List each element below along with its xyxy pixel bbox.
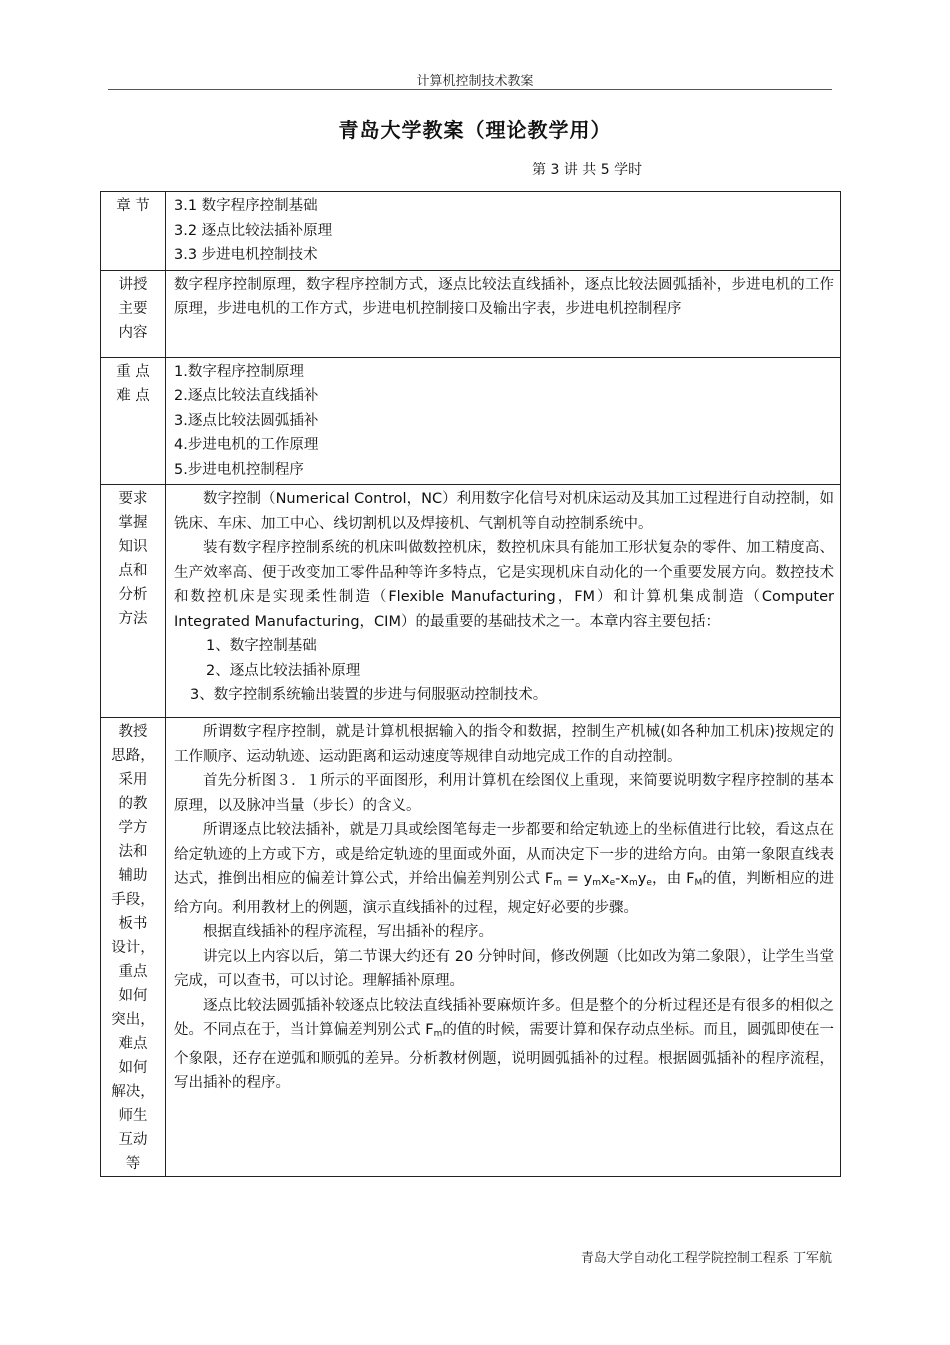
row-teaching: [101, 718, 841, 1177]
label-requirements: [101, 485, 166, 718]
chapter-item: 3.1 数字程序控制基础: [174, 198, 318, 214]
label-content: [101, 270, 166, 357]
subscript: m: [433, 1029, 443, 1039]
label-text: 讲授: [118, 276, 148, 293]
footer-text: 青岛大学自动化工程学院控制工程系 丁军航: [580, 1251, 832, 1266]
label-text: 章 节: [116, 198, 150, 214]
requirements-list-item: 1、数字控制基础: [206, 638, 317, 654]
label-text: 方法: [118, 611, 148, 627]
teaching-paragraph: 讲完以上内容以后，第二节课大约还有 20 分钟时间，修改例题（比如改为第二象限），让学生当堂完成，可以查书，可以讨论。理解插补原理。: [174, 948, 834, 989]
row-keypoints: [101, 357, 841, 485]
label-text: 主要: [118, 300, 148, 317]
requirements-paragraph: 装有数字程序控制系统的机床叫做数控机床，数控机床具有能加工形状复杂的零件、加工精度高、生产效率高、便于改变加工零件品种等许多特点，它是实现机床自动化的一个重要发展方向。数控技术和数控机床是实现柔性制造（Flexible Manufacturing，FM）和计算机集成制造（Computer Integrated Manufacturing，CIM）的最重要的基础技术之一。本章内容主要包括：: [174, 540, 834, 630]
teaching-paragraph: 根据直线插补的程序流程，写出插补的程序。: [203, 924, 493, 940]
content-paragraph: 数字程序控制原理，数字程序控制方式，逐点比较法直线插补，逐点比较法圆弧插补，步进电机的工作原理，步进电机的工作方式，步进电机控制接口及输出字表，步进电机控制程序: [174, 276, 834, 317]
document-title: 青岛大学教案（理论教学用）: [338, 118, 612, 142]
label-text: 解决，: [111, 1084, 155, 1100]
label-text: 思路，: [111, 748, 155, 764]
label-text: 分析: [118, 587, 148, 603]
label-text: 手段，: [111, 892, 155, 908]
label-text: 等: [125, 1156, 141, 1172]
row-requirements: [101, 485, 841, 718]
text-run: 逐点比较法圆弧插补较逐点比较法直线插补要麻烦许多。但是整个的分析过程还是有很多的相似之处。不同点在于，当计算偏差判别公式 F: [174, 997, 834, 1038]
text-run: = y: [561, 871, 593, 887]
requirements-list-item: 3、数字控制系统输出装置的步进与伺服驱动控制技术。: [190, 687, 548, 703]
text-run: -x: [615, 871, 629, 887]
requirements-list-item: 2、逐点比较法插补原理: [206, 662, 361, 679]
text-run: 的值的时候，需要计算和保存动点坐标。而且，圆弧即使在一个象限，还存在逆弧和顺弧的差异。分析教材例题，说明圆弧插补的过程。根据圆弧插补的程序流程，写出插补的程序。: [174, 1022, 835, 1091]
teaching-paragraph: [174, 994, 834, 1096]
label-text: 如何: [118, 1060, 148, 1076]
label-text: 内容: [118, 324, 148, 341]
label-text: 要求: [118, 491, 148, 507]
row-content: [101, 270, 841, 357]
teaching-paragraph: [174, 818, 834, 920]
label-text: 学方: [118, 820, 148, 836]
running-header: 计算机控制技术教案: [416, 74, 534, 89]
chapter-item: 3.3 步进电机控制技术: [174, 247, 318, 263]
label-text: 知识: [118, 539, 148, 555]
chapter-content: [166, 192, 841, 271]
label-text: 师生: [118, 1108, 148, 1124]
label-text: 采用: [118, 772, 148, 788]
label-text: 设计，: [111, 940, 155, 956]
keypoint-item: 4.步进电机的工作原理: [174, 437, 319, 453]
subscript: M: [694, 878, 703, 888]
teaching-paragraph: 所谓数字程序控制，就是计算机根据输入的指令和数据，控制生产机械(如各种加工机床)按规定的工作顺序、运动轨迹、运动距离和运动速度等规律自动地完成工作的自动控制。: [174, 724, 834, 765]
label-text: 法和: [118, 844, 148, 860]
requirements-paragraph: 数字控制（Numerical Control，NC）利用数字化信号对机床运动及其加工过程进行自动控制，如铣床、车床、加工中心、线切割机以及焊接机、气割机等自动控制系统中。: [174, 491, 834, 532]
label-text: 重点: [118, 964, 148, 980]
text-run: ，由 F: [651, 871, 695, 887]
header-rule: [108, 89, 832, 90]
label-text: 的教: [118, 796, 148, 812]
label-text: 辅助: [118, 868, 148, 884]
subscript: m: [628, 878, 638, 888]
label-teaching: [101, 718, 166, 1177]
subscript: m: [592, 878, 602, 888]
label-keypoints: [101, 357, 166, 485]
subscript: e: [609, 878, 616, 888]
keypoint-item: 5.步进电机控制程序: [174, 461, 304, 478]
label-text: 教授: [118, 724, 148, 740]
text-run: y: [637, 871, 647, 887]
label-chapter: [101, 192, 166, 271]
text-run: 的值，判断相应的进给方向。利用教材上的例题，演示直线插补的过程，规定好必要的步骤。: [174, 871, 835, 916]
text-run: x: [601, 871, 610, 887]
keypoint-item: 1.数字程序控制原理: [174, 363, 304, 380]
keypoints-content: [166, 357, 841, 485]
label-text: 难点: [118, 1036, 148, 1052]
subscript: m: [553, 878, 562, 888]
label-text: 难 点: [116, 387, 150, 404]
label-text: 板书: [118, 916, 148, 932]
text-run: 所谓逐点比较法插补，就是刀具或绘图笔每走一步都要和给定轨迹上的坐标值进行比较，看这点在给定轨迹的上方或下方，或是给定轨迹的里面或外面，从而决定下一步的进给方向。由第一象限直线表达式，推倒出相应的偏差计算公式，并给出偏差判别公式 F: [174, 822, 834, 887]
label-text: 掌握: [118, 515, 148, 531]
chapter-item: 3.2 逐点比较法插补原理: [174, 222, 333, 239]
requirements-content: [166, 485, 841, 718]
label-text: 互动: [118, 1132, 148, 1148]
content-text: [166, 270, 841, 357]
keypoint-item: 2.逐点比较法直线插补: [174, 388, 319, 404]
label-text: 重 点: [116, 363, 150, 380]
label-text: 如何: [118, 988, 148, 1004]
teaching-content: [166, 718, 841, 1177]
label-text: 点和: [118, 563, 148, 579]
teaching-paragraph: 首先分析图３．１所示的平面图形，利用计算机在绘图仪上重现，来简要说明数字程序控制的基本原理，以及脉冲当量（步长）的含义。: [174, 773, 834, 814]
label-text: 突出，: [111, 1012, 155, 1028]
row-chapter: [101, 192, 841, 271]
subscript: e: [646, 878, 652, 888]
lesson-plan-table: [100, 191, 841, 1177]
keypoint-item: 3.逐点比较法圆弧插补: [174, 412, 319, 429]
lecture-info: 第 3 讲 共 5 学时: [532, 162, 643, 178]
